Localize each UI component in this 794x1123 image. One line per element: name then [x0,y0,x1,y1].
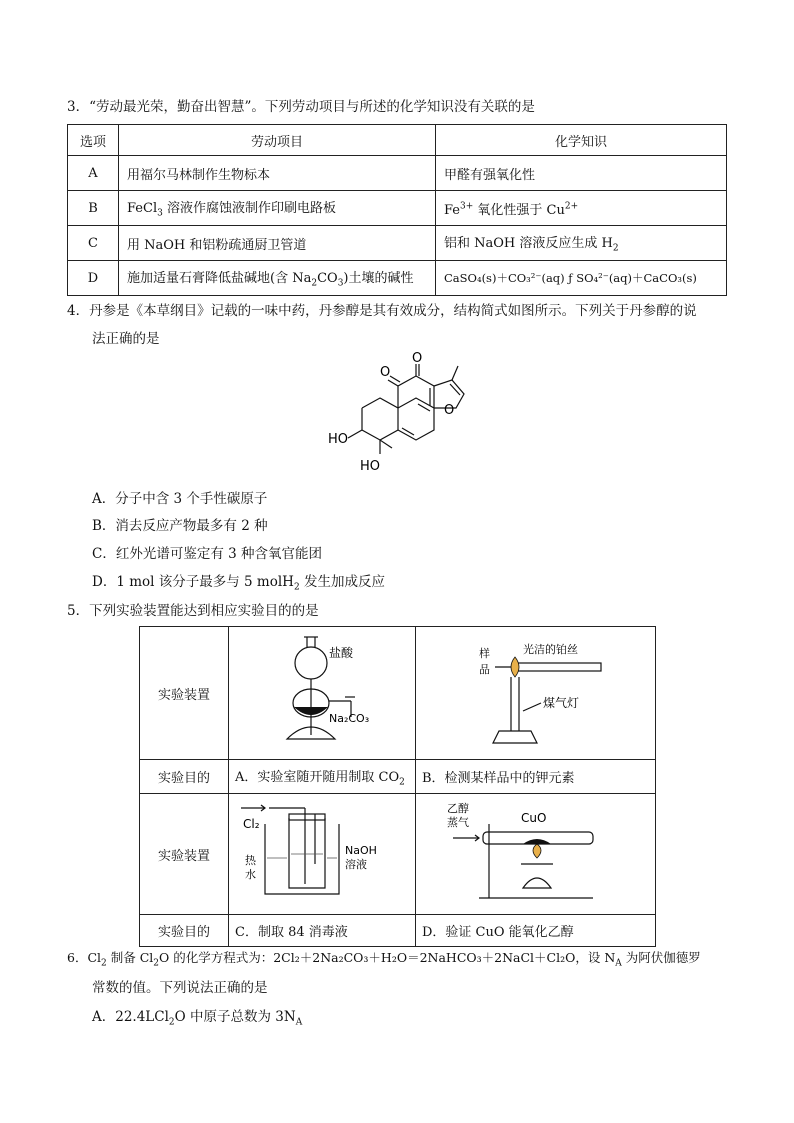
sample-label-1: 样 [478,647,490,660]
option-letter: D [68,261,119,296]
apparatus-a [229,627,416,760]
labor-item: 施加适量石膏降低盐碱地(含 $Na_2CO_3$)土壤的碱性 [119,261,436,296]
acid-label: 盐酸 [329,646,354,660]
labor-item: FeCl$_3$ 溶液作腐蚀液制作印刷电路板 [119,191,436,226]
ho-label: HO [328,432,349,447]
chem-equilibrium: CaSO₄(s)＋CO₃²⁻(aq) ƒ SO₄²⁻(aq)＋CaCO₃(s) [436,261,727,296]
purpose-a: A．实验室随开随用制取 $CO_2$ [229,760,416,794]
q3-header-labor: 劳动项目 [119,125,436,156]
q3-header-option: 选项 [68,125,119,156]
table-row [68,191,727,226]
chem-knowledge: $Fe^{3+}$ 氧化性强于 $Cu^{2+}$ [436,191,727,226]
q5-table [139,626,656,947]
chem-knowledge: 甲醛有强氧化性 [436,156,727,191]
flame-test-drawing [423,627,649,755]
hot-water-label-1: 热 [245,854,256,867]
purpose-label: 实验目的 [140,760,229,794]
table-row [68,261,727,296]
q4-stem-line2: 法正确的是 [92,331,160,347]
option-letter: C [68,226,119,261]
labor-item: 用福尔马林制作生物标本 [119,156,436,191]
purpose-b: B．检测某样品中的钾元素 [416,760,656,794]
chlorine-absorption-drawing [229,794,415,910]
option-letter: A [68,156,119,191]
cl2-label: Cl₂ [243,817,260,831]
ethanol-label-2: 蒸气 [446,816,469,829]
table-row [68,226,727,261]
naoh-label-1: NaOH [345,844,377,857]
lamp-label: 煤气灯 [542,696,579,710]
purpose-label: 实验目的 [140,915,229,947]
wire-label: 光洁的铂丝 [522,643,578,656]
naoh-label-2: 溶液 [345,858,367,871]
reagent-label: Na₂CO₃ [329,712,370,725]
q5-stem: 5．下列实验装置能达到相应实验目的的是 [67,603,319,619]
q6-stem-line1: 6．$Cl_2$ 制备 $Cl_2O$ 的化学方程式为：2Cl₂＋2Na₂CO₃＋H₂O＝2NaHCO₃＋2NaCl＋Cl₂O，设 $N_A$ 为阿伏伽德罗 [67,950,701,969]
table-row [68,156,727,191]
labor-item: 用 NaOH 和铝粉疏通厨卫管道 [119,226,436,261]
q4-stem-line1: 4．丹参是《本草纲目》记载的一味中药，丹参醇是其有效成分，结构简式如图所示。下列关于丹参醇的说 [67,303,697,319]
q4-option-c: C．红外光谱可鉴定有 3 种含氧官能团 [92,546,323,562]
q6-option-a: A．22.4LCl$_2$O 中原子总数为 $3N_A$ [92,1009,303,1028]
purpose-d: D．验证 CuO 能氧化乙醇 [416,915,656,947]
q3-header-chem: 化学知识 [436,125,727,156]
o-label: O [380,365,391,380]
danshenol-structure [320,348,500,483]
q4-option-a: A．分子中含 3 个手性碳原子 [92,491,268,507]
option-letter: B [68,191,119,226]
ho-label: HO [360,459,381,474]
chem-knowledge: 铝和 NaOH 溶液反应生成 $H_2$ [436,226,727,261]
apparatus-b [416,627,656,760]
cuo-label: CuO [520,811,546,825]
q3-stem: 3．“劳动最光荣，勤奋出智慧”。下列劳动项目与所述的化学知识没有关联的是 [67,99,535,115]
apparatus-d [416,794,656,915]
o-label: O [444,403,455,418]
q3-table [67,124,727,296]
sample-label-2: 品 [478,663,490,676]
o-label: O [412,351,423,366]
ethanol-label-1: 乙醇 [446,802,469,815]
purpose-c: C．制取 84 消毒液 [229,915,416,947]
apparatus-c [229,794,416,915]
q6-stem-line2: 常数的值。下列说法正确的是 [92,980,268,996]
q4-option-d: D．1 mol 该分子最多与 5 molH$_2$ 发生加成反应 [92,574,385,593]
q4-option-b: B．消去反应产物最多有 2 种 [92,518,268,534]
device-label: 实验装置 [140,794,229,915]
device-label: 实验装置 [140,627,229,760]
kipp-apparatus-drawing [229,627,415,755]
cuo-oxidation-drawing [423,794,649,910]
hot-water-label-2: 水 [245,868,256,881]
